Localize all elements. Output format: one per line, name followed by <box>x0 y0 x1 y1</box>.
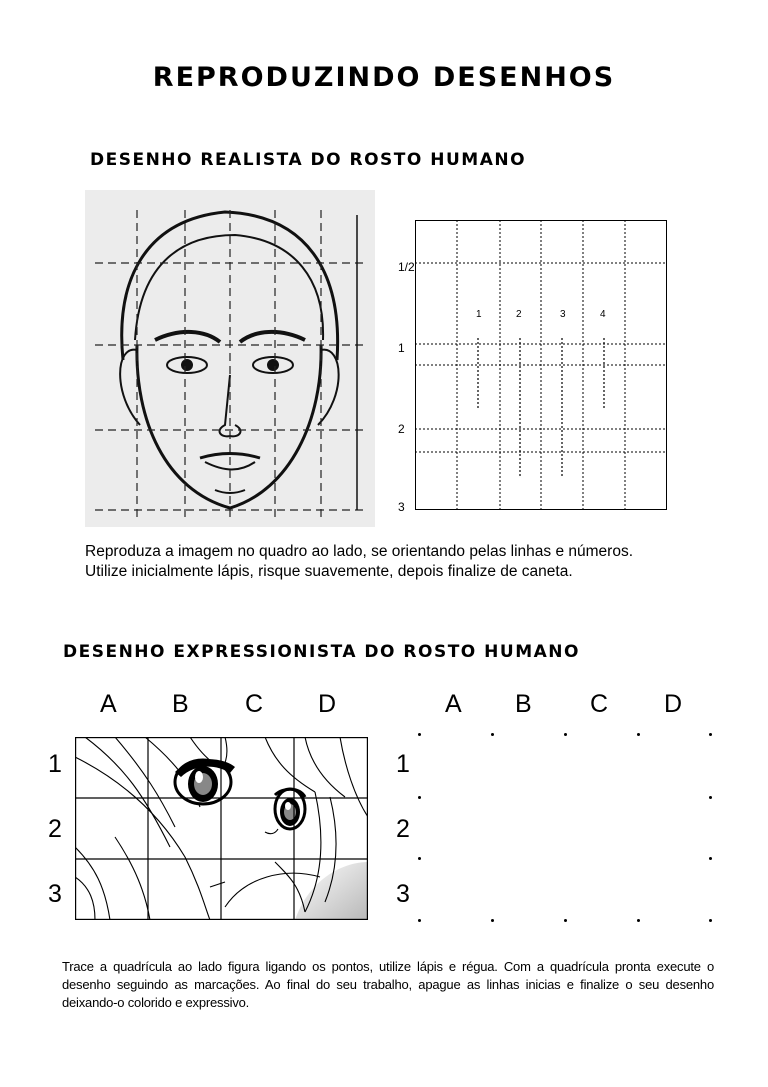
left-row-1: 1 <box>48 750 62 778</box>
guide-dot <box>564 919 567 922</box>
section-heading-expressionista: DESENHO EXPRESSIONISTA DO ROSTO HUMANO <box>63 642 580 662</box>
guide-dot <box>709 857 712 860</box>
instructions-line-2: Utilize inicialmente lápis, risque suavemente, depois finalize de caneta. <box>85 563 573 580</box>
right-col-b: B <box>515 690 532 718</box>
instructions-line-1: Reproduza a imagem no quadro ao lado, se orientando pelas linhas e números. <box>85 543 634 560</box>
row-label-2: 2 <box>398 422 405 436</box>
left-col-a: A <box>100 690 117 718</box>
left-col-b: B <box>172 690 189 718</box>
right-col-d: D <box>664 690 683 718</box>
guide-dot <box>637 919 640 922</box>
guide-dot <box>637 733 640 736</box>
guide-dot <box>564 733 567 736</box>
right-row-3: 3 <box>396 880 410 908</box>
guide-dot <box>418 796 421 799</box>
left-col-d: D <box>318 690 337 718</box>
left-col-c: C <box>245 690 264 718</box>
guide-dot <box>491 733 494 736</box>
left-row-3: 3 <box>48 880 62 908</box>
row-label-1: 1 <box>398 341 405 355</box>
right-row-2: 2 <box>396 815 410 843</box>
guide-dot <box>418 857 421 860</box>
row-label-3: 3 <box>398 500 405 514</box>
col-label-1: 1 <box>476 309 482 320</box>
right-col-c: C <box>590 690 609 718</box>
row-label-half: 1/2 <box>398 260 415 274</box>
instructions-expressionista: Trace a quadrícula ao lado figura ligando os pontos, utilize lápis e régua. Com a quadrícula pronta execute o desenho seguindo as marcações. Ao final do seu trabalho, apague as linhas inicias e finalize o seu desenho deixando-o colorido e expressivo. <box>62 959 714 1010</box>
col-label-4: 4 <box>600 309 606 320</box>
col-label-2: 2 <box>516 309 522 320</box>
left-row-2: 2 <box>48 815 62 843</box>
col-label-3: 3 <box>560 309 566 320</box>
guide-dot <box>491 919 494 922</box>
guide-dot <box>418 919 421 922</box>
blank-guide-grid <box>415 220 667 510</box>
guide-dot <box>418 733 421 736</box>
page-title: REPRODUZINDO DESENHOS <box>152 62 616 93</box>
right-col-a: A <box>445 690 462 718</box>
right-row-1: 1 <box>396 750 410 778</box>
realistic-face-drawing <box>85 190 375 527</box>
anime-face-drawing <box>75 737 368 920</box>
section-heading-realista: DESENHO REALISTA DO ROSTO HUMANO <box>90 150 527 170</box>
guide-dot <box>709 733 712 736</box>
connect-dots-grid <box>418 733 713 923</box>
guide-dot <box>709 919 712 922</box>
guide-dot <box>709 796 712 799</box>
